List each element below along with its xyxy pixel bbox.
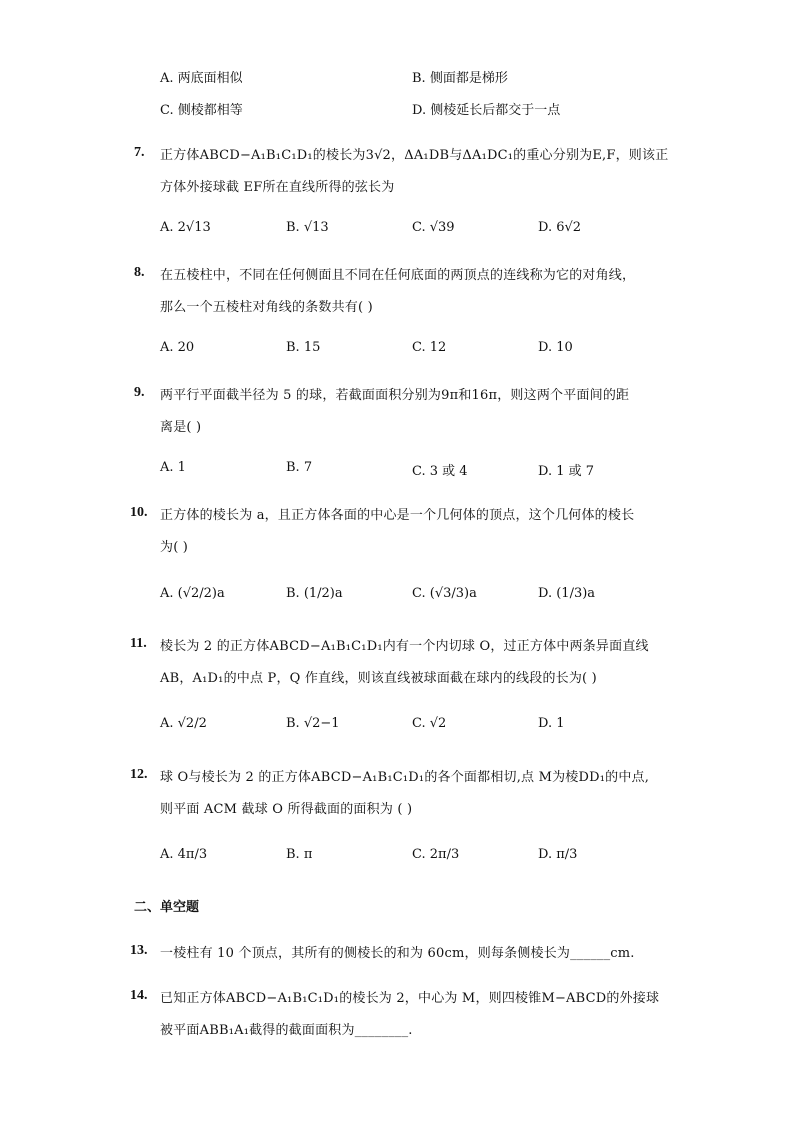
option-a: A. 两底面相似 <box>160 71 243 86</box>
option-c: C. 2π/3 <box>412 847 460 862</box>
option-d: D. (1/3)a <box>538 586 596 601</box>
option-a: A. 2√13 <box>160 220 211 235</box>
option-b: B. 15 <box>286 340 321 355</box>
option-a: A. (√2/2)a <box>160 586 225 601</box>
question-number: 7. <box>134 145 145 160</box>
question-text: 两平行平面截半径为 5 的球，若截面面积分别为9π和16π，则这两个平面间的距 <box>160 388 630 403</box>
option-b: B. √2−1 <box>286 716 340 731</box>
question-number: 9. <box>134 385 145 400</box>
question-number: 11. <box>130 636 147 651</box>
option-a: A. 1 <box>160 460 186 475</box>
option-b: B. 侧面都是梯形 <box>412 71 508 86</box>
question-text: 一棱柱有 10 个顶点，其所有的侧棱长的和为 60cm，则每条侧棱长为______cm. <box>160 946 635 961</box>
option-d: D. 10 <box>538 340 573 355</box>
option-d: D. 侧棱延长后都交于一点 <box>412 103 561 118</box>
question-text: 棱长为 2 的正方体ABCD−A₁B₁C₁D₁内有一个内切球 O，过正方体中两条异面直线 <box>160 639 649 654</box>
question-text: 离是( ) <box>160 420 202 435</box>
question-text: 方体外接球截 EF所在直线所得的弦长为 <box>160 180 395 195</box>
option-b: B. √13 <box>286 220 329 235</box>
option-b: B. 7 <box>286 460 313 475</box>
question-text: 正方体ABCD−A₁B₁C₁D₁的棱长为3√2，ΔA₁DB与ΔA₁DC₁的重心分别为E,F，则该正 <box>160 148 669 163</box>
question-number: 14. <box>130 988 148 1003</box>
question-text: 则平面 ACM 截球 O 所得截面的面积为 ( ) <box>160 802 413 817</box>
option-c: C. 12 <box>412 340 447 355</box>
option-d: D. π/3 <box>538 847 578 862</box>
option-d: D. 6√2 <box>538 220 582 235</box>
question-text: 已知正方体ABCD−A₁B₁C₁D₁的棱长为 2，中心为 M，则四棱锥M−ABCD的外接球 <box>160 991 660 1006</box>
option-d: D. 1 <box>538 716 565 731</box>
option-a: A. 20 <box>160 340 195 355</box>
option-a: A. √2/2 <box>160 716 207 731</box>
question-text: 在五棱柱中，不同在任何侧面且不同在任何底面的两顶点的连线称为它的对角线， <box>160 268 636 283</box>
option-c: C. (√3/3)a <box>412 586 477 601</box>
question-number: 8. <box>134 265 145 280</box>
question-number: 13. <box>130 943 148 958</box>
option-a: A. 4π/3 <box>160 847 208 862</box>
option-d: D. 1 或 7 <box>538 464 595 479</box>
section-title: 二、单空题 <box>134 900 200 915</box>
question-number: 12. <box>130 767 148 782</box>
question-text: AB，A₁D₁的中点 P，Q 作直线，则该直线被球面截在球内的线段的长为( ) <box>160 671 597 686</box>
option-b: B. (1/2)a <box>286 586 343 601</box>
question-text: 被平面ABB₁A₁截得的截面面积为________. <box>160 1023 413 1038</box>
option-c: C. 侧棱都相等 <box>160 103 243 118</box>
question-number: 10. <box>130 505 148 520</box>
question-text: 为( ) <box>160 540 189 555</box>
question-text: 球 O与棱长为 2 的正方体ABCD−A₁B₁C₁D₁的各个面都相切,点 M为棱DD₁的中点, <box>160 770 650 785</box>
option-c: C. 3 或 4 <box>412 464 468 479</box>
option-b: B. π <box>286 847 313 862</box>
option-c: C. √2 <box>412 716 447 731</box>
question-text: 正方体的棱长为 a，且正方体各面的中心是一个几何体的顶点，这个几何体的棱长 <box>160 508 635 523</box>
option-c: C. √39 <box>412 220 455 235</box>
question-text: 那么一个五棱柱对角线的条数共有( ) <box>160 300 373 315</box>
